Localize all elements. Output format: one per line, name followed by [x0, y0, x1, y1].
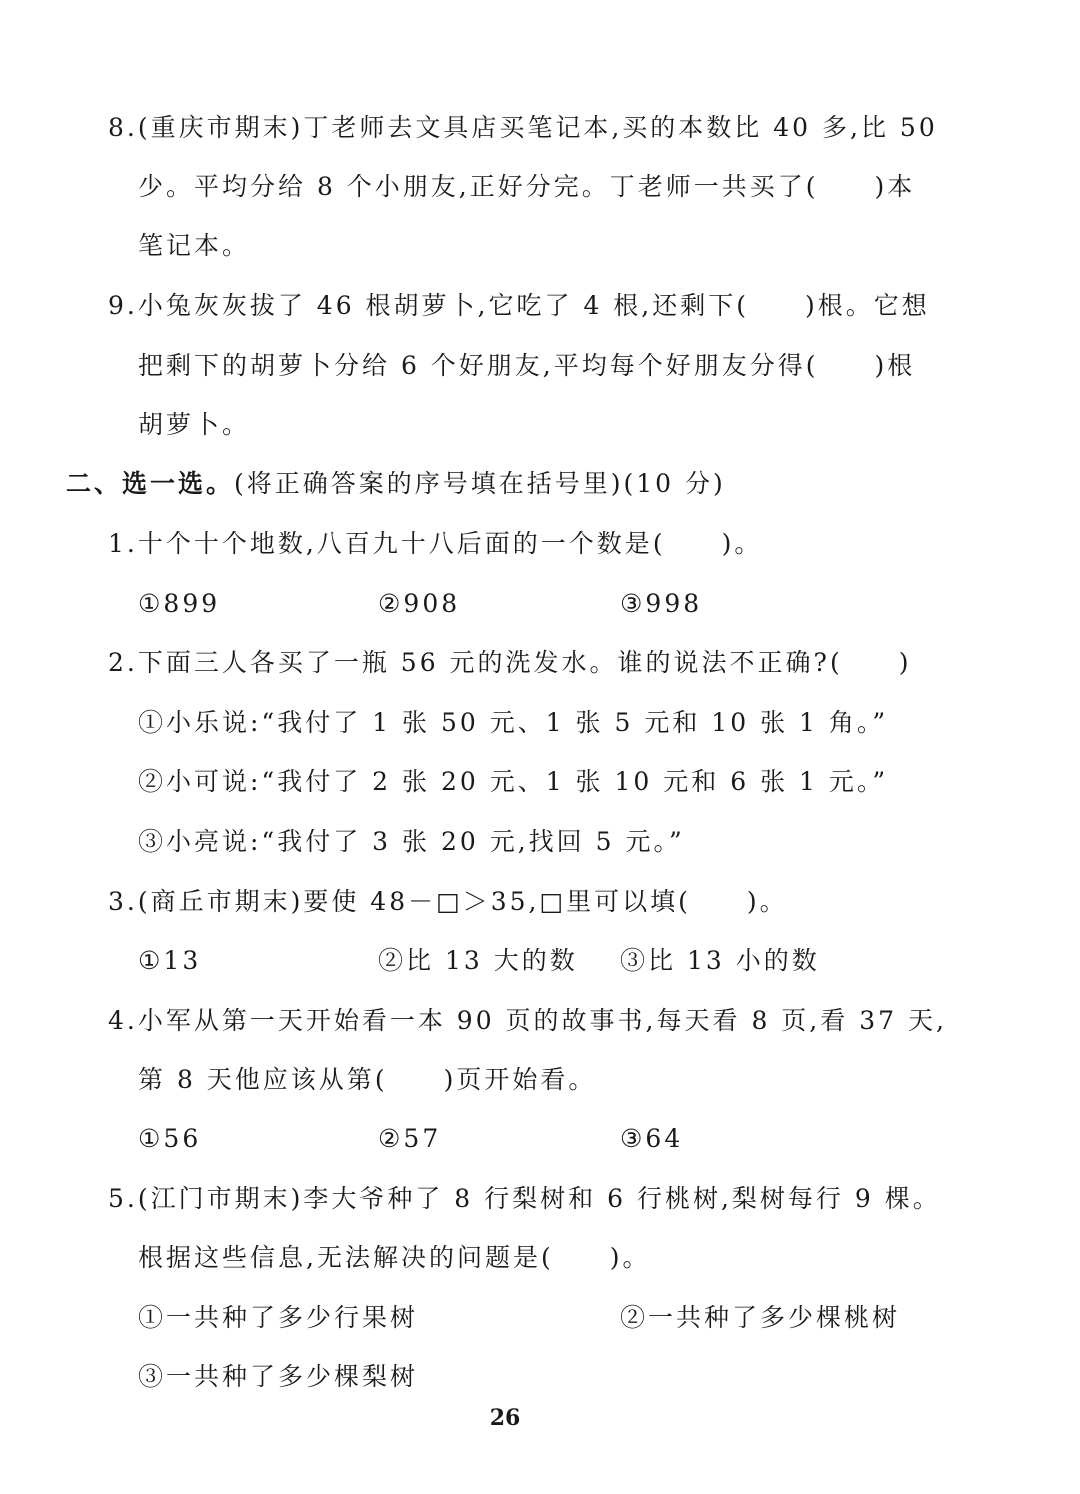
- q9-line-2-end: 根: [887, 351, 916, 380]
- s4-option-2: ②57: [378, 1124, 442, 1153]
- s1-option-3: ③998: [620, 589, 703, 618]
- q8-line-2-text: 少。平均分给 8 个小朋友,正好分完。丁老师一共买了: [138, 172, 806, 201]
- s5-option-3: ③一共种了多少棵梨树: [138, 1362, 419, 1391]
- s3-option-1: ①13: [138, 946, 202, 975]
- q9-line-1-end: 根。它想: [817, 291, 930, 320]
- q9-line-2: [138, 350, 915, 382]
- s1-answer-blank[interactable]: ( ): [652, 529, 735, 558]
- s5-answer-blank[interactable]: ( ): [540, 1243, 623, 1272]
- s4-answer-blank[interactable]: ( ): [374, 1065, 457, 1094]
- q8-line-3: 笔记本。: [138, 231, 251, 260]
- s1-stem: [108, 528, 762, 560]
- section-2-note: (将正确答案的序号填在括号里)(10 分): [234, 469, 726, 498]
- s5-option-2: ②一共种了多少棵桃树: [620, 1303, 901, 1332]
- s3-option-2: ②比 13 大的数: [378, 946, 578, 975]
- s4-option-1: ①56: [138, 1124, 202, 1153]
- q9-line-2-text: 把剩下的胡萝卜分给 6 个好朋友,平均每个好朋友分得: [138, 351, 806, 380]
- s4-line-2-end: 页开始看。: [456, 1065, 597, 1094]
- s5-line-2: [138, 1242, 650, 1274]
- q9-answer-blank-2[interactable]: ( ): [805, 351, 888, 380]
- q8-line-1: 8.(重庆市期末)丁老师去文具店买笔记本,买的本数比 40 多,比 50: [108, 113, 938, 142]
- q8-line-2: [138, 171, 915, 203]
- s2-answer-blank[interactable]: ( ): [829, 648, 912, 677]
- s2-option-1: ①小乐说:“我付了 1 张 50 元、1 张 5 元和 10 张 1 角。”: [138, 708, 889, 737]
- s5-line-2-text: 根据这些信息,无法解决的问题是: [138, 1243, 541, 1272]
- q8-answer-blank[interactable]: ( ): [805, 172, 888, 201]
- s3-answer-blank[interactable]: ( ): [678, 887, 760, 916]
- s2-option-3: ③小亮说:“我付了 3 张 20 元,找回 5 元。”: [138, 827, 685, 856]
- s2-stem: [108, 647, 911, 679]
- q9-line-3: 胡萝卜。: [138, 410, 251, 439]
- s3-stem-end: 。: [759, 887, 788, 916]
- s2-option-2: ②小可说:“我付了 2 张 20 元、1 张 10 元和 6 张 1 元。”: [138, 767, 889, 796]
- s4-line-1: 4.小军从第一天开始看一本 90 页的故事书,每天看 8 页,看 37 天,: [108, 1006, 947, 1035]
- s3-stem-text: 3.(商丘市期末)要使 48－□＞35,□里可以填: [108, 887, 679, 916]
- s4-line-2-text: 第 8 天他应该从第: [138, 1065, 375, 1094]
- section-2-heading: [66, 468, 726, 500]
- s5-line-1: 5.(江门市期末)李大爷种了 8 行梨树和 6 行桃树,梨树每行 9 棵。: [108, 1184, 941, 1213]
- s1-stem-end: 。: [734, 529, 763, 558]
- s1-stem-text: 1.十个十个地数,八百九十八后面的一个数是: [108, 529, 653, 558]
- s3-stem: [108, 886, 788, 918]
- q9-line-1-text: 9.小兔灰灰拔了 46 根胡萝卜,它吃了 4 根,还剩下: [108, 291, 737, 320]
- s2-stem-text: 2.下面三人各买了一瓶 56 元的洗发水。谁的说法不正确?: [108, 648, 830, 677]
- q9-line-1: [108, 290, 930, 322]
- section-2-title: 二、选一选。: [66, 469, 235, 498]
- q9-answer-blank-1[interactable]: ( ): [736, 291, 818, 320]
- page-number: 26: [489, 1405, 521, 1431]
- s4-option-3: ③64: [620, 1124, 684, 1153]
- s5-line-2-end: 。: [622, 1243, 651, 1272]
- s1-option-2: ②908: [378, 589, 461, 618]
- s3-option-3: ③比 13 小的数: [620, 946, 820, 975]
- s5-option-1: ①一共种了多少行果树: [138, 1303, 419, 1332]
- s1-option-1: ①899: [138, 589, 221, 618]
- q8-line-2-end: 本: [887, 172, 916, 201]
- s4-line-2: [138, 1064, 596, 1096]
